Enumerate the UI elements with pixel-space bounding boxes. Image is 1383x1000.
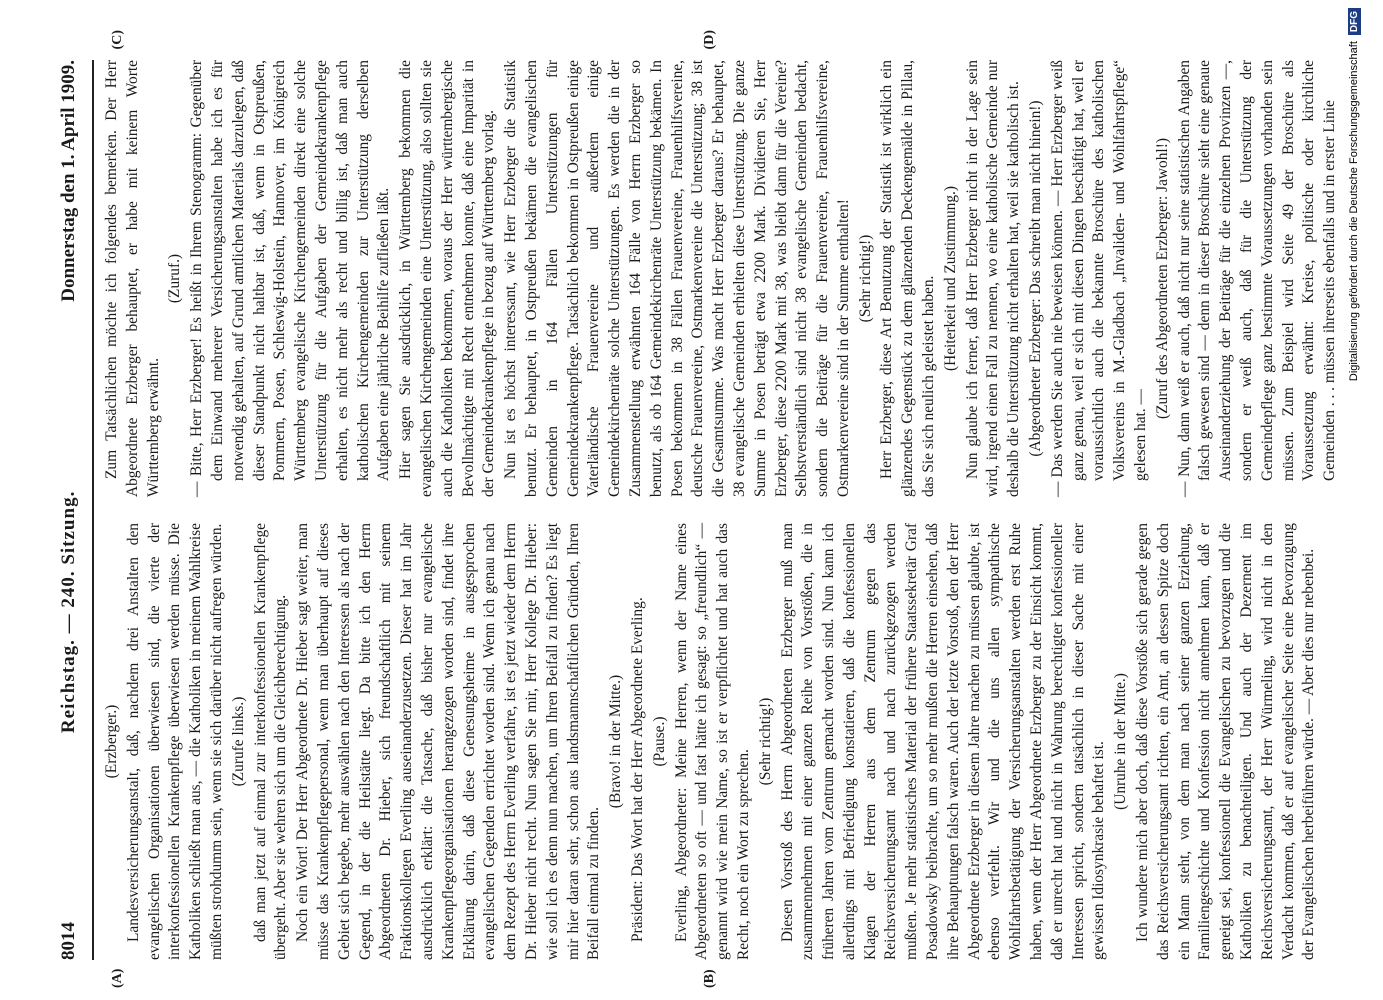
paragraph: Nun glaube ich ferner, daß Herr Erzberger nicht in der Lage sein wird, irgend einen Fall zu nennen, wo eine katholische Gemeinde nur deshalb die Unterstützung nicht erhalten hat, weil sie katholisch ist. (963, 60, 1023, 497)
session-title: Reichstag. — 240. Sitzung. (58, 490, 79, 734)
paragraph: — Nun, dann weiß er auch, daß nicht nur seine statistischen Angaben falsch gewesen sind — denn in dieser Broschüre sieht eine genaue Auseinanderziehung der Beiträge für die einzelnen Provinzen —, sondern er weiß auch, daß für die Unterstützung der Gemeindepflege ganz bestimmte Voraussetzungen vorhanden sein müssen. Zum Beispiel wird Seite 49 der Broschüre als Voraussetzung erwähnt: Kreise, politische oder kirchliche Gemeinden . . . müssen ihrerseits ebenfalls und in erster Linie (1175, 60, 1339, 497)
paragraph: Landesversicherungsanstalt, daß, nachdem drei Anstalten den evangelischen Organisationen überwiesen sind, die vierte der interkonfessionellen Krankenpflege überwiesen werden müsse. Die Katholiken schließt man aus, — die Katholiken in meinem Wahlkreise müßten strohdumm sein, wenn sie sich darüber nicht aufregen würden. (124, 523, 225, 960)
paragraph: (Zuruf des Abgeordneten Erzberger: Jawohl!) (1153, 138, 1171, 419)
rotated-document-page (40, 30, 1339, 990)
text-columns (102, 30, 1339, 988)
header-rule (92, 60, 94, 960)
paragraph: Diesen Vorstoß des Herrn Abgeordneten Erzberger muß man zusammennehmen mit einer ganzen Reihe von Vorstößen, die in früheren Jahren vom Zentrum gemacht worden sind. Nun kann ich allerdings mit Befriedigung konstatieren, daß die konfessionellen Klagen der Herren aus dem Zentrum gegen das Reichsversicherungsamt nach und nach zurückgezogen werden mußten. Je mehr statistisches Material der frühere Staatssekretär Graf Posadowsky beibrachte, um so mehr mußten die Herren einsehen, daß ihre Behauptungen falsch waren. Auch der letzte Vorstoß, den der Herr Abgeordnete Erzberger in diesem Jahre machen zu müssen glaubte, ist ebenso verfehlt. Wir und die uns allen sympathische Wohlfahrtsbetätigung der Versicherungsanstalten werden erst Ruhe haben, wenn der Herr Abgeordnete Erzberger zu der Einsicht kommt, daß er unrecht hat und nicht in Wahrung berechtigter konfessioneller Interessen spricht, sondern tatsächlich in dieser Sache mit einer gewissen Idiosynkrasie behaftet ist. (778, 523, 1108, 960)
page-number: 8014 (58, 922, 79, 960)
funding-note (1340, 0, 1368, 1000)
paragraph: (Heiterkeit und Zustimmung.) (941, 185, 959, 372)
paragraph: (Bravo! in der Mitte.) (607, 674, 625, 809)
paragraph: Noch ein Wort! Der Herr Abgeordnete Dr. Hieber sagt weiter, man müsse das Krankenpflegepersonal, wenn man überhaupt auf dieses Gebiet sich begebe, mehr auswählen nach den Interessen als nach der Gegend, in der die Heilstätte liegt. Da bitte ich den Herrn Abgeordneten Dr. Hieber, sich freundschaftlich mit seinem Fraktionskollegen Everling auseinanderzusetzen. Dieser hat im Jahr ausdrücklich erklärt: die Tatsache, daß bisher nur evangelische Krankenpflegeorganisationen herangezogen worden sind, findet ihre Erklärung darin, daß diese Genesungsheime in ausgesprochen evangelischen Gegenden errichtet worden sind. Wenn ich genau nach dem Rezept des Herrn Everling verfahre, ist es jetzt wieder dem Herrn Dr. Hieber nicht recht. Nun sagen Sie mir, Herr Kollege Dr. Hieber: wie soll ich es denn nun machen, um Ihren Beifall zu finden? Es liegt mir hier daran sehr, schon aus landsmannschaftlichen Gründen, Ihren Beifall einmal zu finden. (294, 523, 603, 960)
paragraph: (Zurufe links.) (229, 696, 247, 787)
margin-marker-a: (A) (110, 968, 125, 988)
paragraph: — Das werden Sie auch nie beweisen können. — Herr Erzberger weiß ganz genau, weil er sich mit diesen Dingen beschäftigt hat, weil er voraussichtlich auch die bekannte Broschüre des katholischen Volksvereins in M.-Gladbach „Invaliden- und Wohlfahrtspflege“ gelesen hat. — (1048, 60, 1150, 497)
paragraph: Präsident: Das Wort hat der Herr Abgeordnete Everling. (628, 597, 646, 942)
paragraph: (Sehr richtig!) (756, 697, 774, 786)
paragraph: (Zuruf.) (166, 253, 184, 304)
paragraph: (Unruhe in der Mitte.) (1112, 673, 1130, 810)
paragraph: Zum Tatsächlichen möchte ich folgendes bemerken. Der Herr Abgeordnete Erzberger behauptet, er habe mit keinem Worte Württemberg erwähnt. (103, 60, 162, 497)
paragraph: daß man jetzt auf einmal zur interkonfessionellen Krankenpflege übergeht. Aber sie wehren sich um die Gleichberechtigung. (251, 523, 290, 960)
session-date: Donnerstag den 1. April 1909. (58, 60, 79, 302)
paragraph: Ich wundere mich aber doch, daß diese Vorstöße sich gerade gegen das Reichsversicherungsamt richten, ein Amt, an dessen Spitze doch ein Mann steht, von dem man nach seiner ganzen Erziehung, Familiengeschichte und Konfession nicht annehmen kann, daß er geneigt sei, konfessionell die Evangelischen zu bevorzugen und die Katholiken zu benachteiligen. Und auch der Dezernent im Reichsversicherungsamt, der Herr Würmeling, wird nicht in den Verdacht kommen, daß er auf evangelischer Seite eine Bevorzugung der Evangelischen herbeiführen würde. — Aber dies nur nebenbei. (1134, 523, 1318, 960)
paragraph: (Sehr richtig!) (856, 234, 874, 323)
right-column (102, 60, 1339, 497)
paragraph: (Pause.) (650, 716, 668, 767)
paragraph: (Abgeordneter Erzberger: Das schreibt man nicht hinein!) (1027, 100, 1045, 457)
paragraph: (Erzberger.) (103, 704, 120, 779)
margin-marker-d: (D) (702, 30, 717, 50)
paragraph: Hier sagen Sie ausdrücklich, in Württemberg bekommen die evangelischen Kirchengemeinden eine Unterstützung, also sollten sie auch die Katholiken bekommen, woraus der Herr württembergische Bevollmächtigte mit Recht entnehmen konnte, daß eine Imparität in der Gemeindekrankenpflege in bezug auf Württemberg vorlag. (397, 60, 498, 497)
margin-marker-c: (C) (110, 30, 125, 50)
funding-text: Digitalisierung gefördert durch die Deutsche Forschungsgemeinschaft (1348, 41, 1360, 382)
margin-marker-b: (B) (702, 969, 717, 988)
paragraph: Nun ist es höchst interessant, wie Herr Erzberger die Statistik benutzt. Er behauptet, in Ostpreußen bekämen die evangelischen Gemeinden in 164 Fällen Unterstützungen für Gemeindekrankenpflege. Tatsächlich bekommen in Ostpreußen einige Vaterländische Frauenvereine und außerdem einige Gemeindekirchenräte solche Unterstützungen. Es werden die in der Zusammenstellung erwähnten 164 Fälle von Herrn Erzberger so benutzt, als ob 164 Gemeindekirchenräte Unterstützung bekämen. In Posen bekommen in 38 Fällen Frauenvereine, Frauenhilfsvereine, deutsche Frauenvereine, Ostmarkenvereine die Unterstützung; 38 ist die Gesamtsumme. Was macht Herr Erzberger daraus? Er behauptet, 38 evangelische Gemeinden erhielten diese Unterstützung. Die ganze Summe in Posen beträgt etwa 2200 Mark. Dividieren Sie, Herr Erzberger, diese 2200 Mark mit 38, was bleibt dann für die Vereine? Selbstverständlich sind nicht 38 evangelische Gemeinden bedacht, sondern die Beiträge für die Frauenvereine, Frauenhilfsvereine, Ostmarkenvereine sind in der Summe enthalten! (502, 60, 852, 497)
dfg-logo: DFG (1348, 8, 1361, 35)
paragraph: Everling, Abgeordneter: Meine Herren, wenn der Name eines Abgeordneten so oft — und fast hätte ich gesagt: so „freundlich“ — genannt wird wie mein Name, so ist er verpflichtet und hat auch das Recht, noch ein Wort zu sprechen. (672, 523, 752, 960)
paragraph: Herr Erzberger, diese Art Benutzung der Statistik ist wirklich ein glänzendes Gegenstück zu dem glänzenden Deckengemälde in Pillau, das Sie sich neulich geleistet haben. (878, 60, 938, 497)
paragraph: — Bitte, Herr Erzberger! Es heißt in Ihrem Stenogramm: Gegenüber dem Einwand mehrerer Versicherungsanstalten habe ich es für notwendig gehalten, auf Grund amtlichen Materials darzulegen, daß dieser Standpunkt nicht haltbar ist, daß, wenn in Ostpreußen, Pommern, Posen, Schleswig-Holstein, Hannover, im Königreich Württemberg evangelische Kirchengemeinden direkt eine solche Unterstützung für die Aufgaben der Gemeindekrankenpflege erhalten, es nicht mehr als recht und billig ist, daß man auch katholischen Kirchengemeinden zur Unterstützung derselben Aufgaben eine jährliche Beihilfe zufließen läßt. (188, 60, 393, 497)
left-column (102, 523, 1332, 960)
page-header (58, 60, 90, 960)
